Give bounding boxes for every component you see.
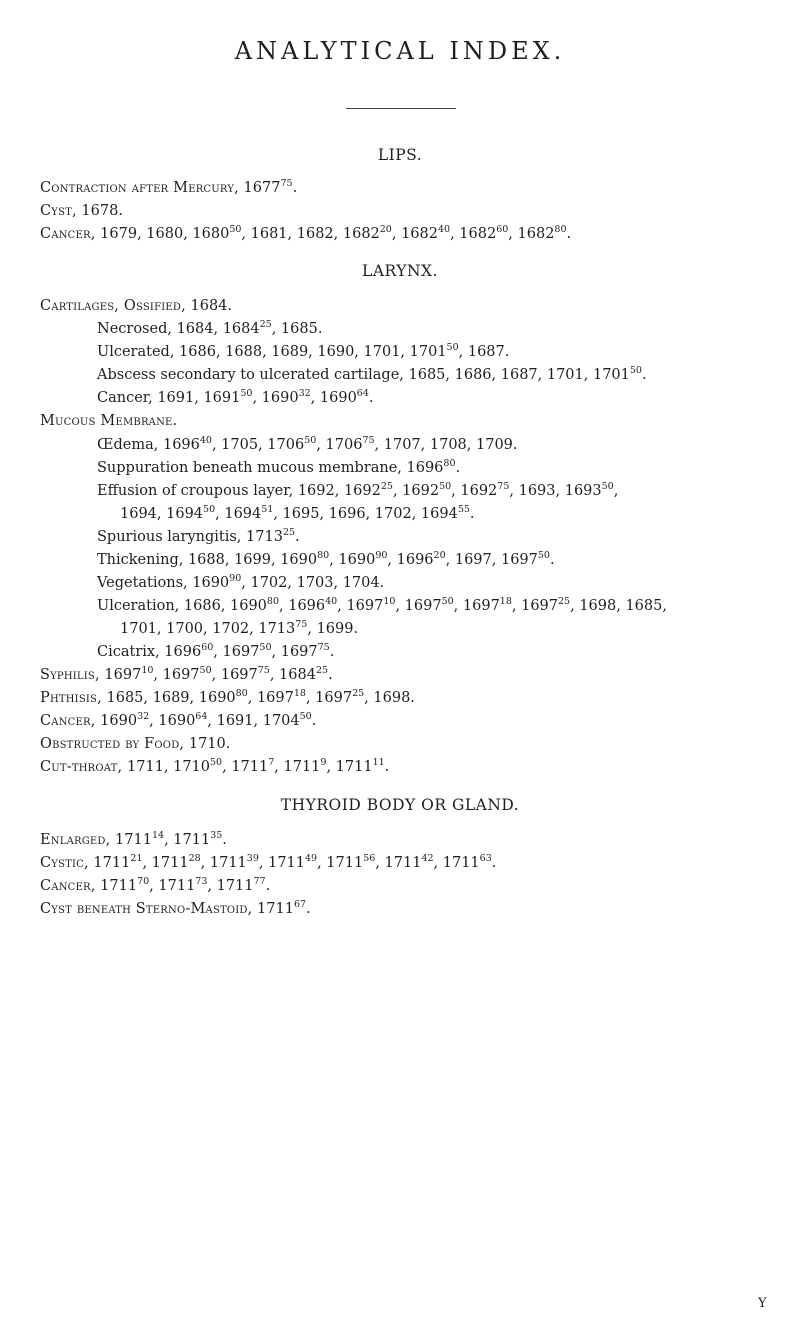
index-entry-cartilage-cancer: Cancer, 1691, 1691$^{50}$, 1690$^{32}$, 1690$^{64}$. — [97, 388, 374, 406]
index-entry-effusion: Effusion of croupous layer, 1692, 1692$^{25}$, 1692$^{50}$, 1692$^{75}$, 1693, 1693$^{50}$, — [97, 481, 619, 499]
section-heading-lips: LIPS. — [377, 146, 423, 164]
index-entry-phthisis: Phthisis, 1685, 1689, 1690$^{80}$, 1697$^{18}$, 1697$^{25}$, 1698. — [40, 688, 415, 706]
index-entry-mucous-membrane: Mucous Membrane. — [40, 413, 178, 429]
index-entry-necrosed: Necrosed, 1684, 1684$^{25}$, 1685. — [97, 319, 323, 337]
index-entry-suppuration: Suppuration beneath mucous membrane, 1696$^{80}$. — [97, 458, 461, 476]
index-entry-thyroid-cyst: Cyst beneath Sterno-Mastoid, 1711$^{67}$. — [40, 899, 311, 917]
index-entry-cartilages: Cartilages, Ossified, 1684. — [40, 298, 233, 314]
index-entry-thyroid-cystic: Cystic, 1711$^{21}$, 1711$^{28}$, 1711$^{39}$, 1711$^{49}$, 1711$^{56}$, 1711$^{42}$, 1711$^{63}$. — [40, 853, 497, 871]
index-entry-spurious-laryngitis: Spurious laryngitis, 1713$^{25}$. — [97, 527, 300, 545]
index-entry-lips-contraction: Contraction after Mercury, 1677$^{75}$. — [40, 178, 298, 196]
index-entry-lips-cyst: Cyst, 1678. — [40, 203, 123, 219]
index-entry-abscess: Abscess secondary to ulcerated cartilage, 1685, 1686, 1687, 1701, 1701$^{50}$. — [97, 365, 647, 383]
index-entry-effusion-continued: 1694, 1694$^{50}$, 1694$^{51}$, 1695, 1696, 1702, 1694$^{55}$. — [120, 504, 475, 522]
index-entry-thyroid-cancer: Cancer, 1711$^{70}$, 1711$^{73}$, 1711$^{77}$. — [40, 876, 271, 894]
index-entry-ulcerated: Ulcerated, 1686, 1688, 1689, 1690, 1701, 1701$^{50}$, 1687. — [97, 342, 510, 360]
index-entry-cut-throat: Cut-throat, 1711, 1710$^{50}$, 1711$^7$, 1711$^9$, 1711$^{11}$. — [40, 757, 390, 775]
title-divider — [346, 108, 456, 109]
section-heading-larynx: LARYNX. — [362, 262, 438, 280]
index-entry-ulceration-continued: 1701, 1700, 1702, 1713$^{75}$, 1699. — [120, 619, 359, 637]
index-entry-obstructed-by-food: Obstructed by Food, 1710. — [40, 736, 231, 752]
index-entry-lips-cancer: Cancer, 1679, 1680, 1680$^{50}$, 1681, 1682, 1682$^{20}$, 1682$^{40}$, 1682$^{60}$, 1682$^{80}$. — [40, 224, 572, 242]
index-entry-vegetations: Vegetations, 1690$^{90}$, 1702, 1703, 1704. — [97, 573, 385, 591]
page-signature-letter: Y — [758, 1296, 767, 1311]
section-heading-thyroid: THYROID BODY OR GLAND. — [280, 796, 520, 814]
page-title: ANALYTICAL INDEX. — [234, 37, 566, 65]
index-entry-larynx-cancer: Cancer, 1690$^{32}$, 1690$^{64}$, 1691, 1704$^{50}$. — [40, 711, 317, 729]
index-entry-oedema: Œdema, 1696$^{40}$, 1705, 1706$^{50}$, 1706$^{75}$, 1707, 1708, 1709. — [97, 435, 518, 453]
index-entry-syphilis: Syphilis, 1697$^{10}$, 1697$^{50}$, 1697$^{75}$, 1684$^{25}$. — [40, 665, 333, 683]
index-entry-thickening: Thickening, 1688, 1699, 1690$^{80}$, 1690$^{90}$, 1696$^{20}$, 1697, 1697$^{50}$. — [97, 550, 555, 568]
index-entry-ulceration: Ulceration, 1686, 1690$^{80}$, 1696$^{40}$, 1697$^{10}$, 1697$^{50}$, 1697$^{18}$, 1697$^{25}$, 1698, 1685, — [97, 596, 667, 614]
index-entry-cicatrix: Cicatrix, 1696$^{60}$, 1697$^{50}$, 1697$^{75}$. — [97, 642, 335, 660]
index-entry-thyroid-enlarged: Enlarged, 1711$^{14}$, 1711$^{35}$. — [40, 830, 227, 848]
